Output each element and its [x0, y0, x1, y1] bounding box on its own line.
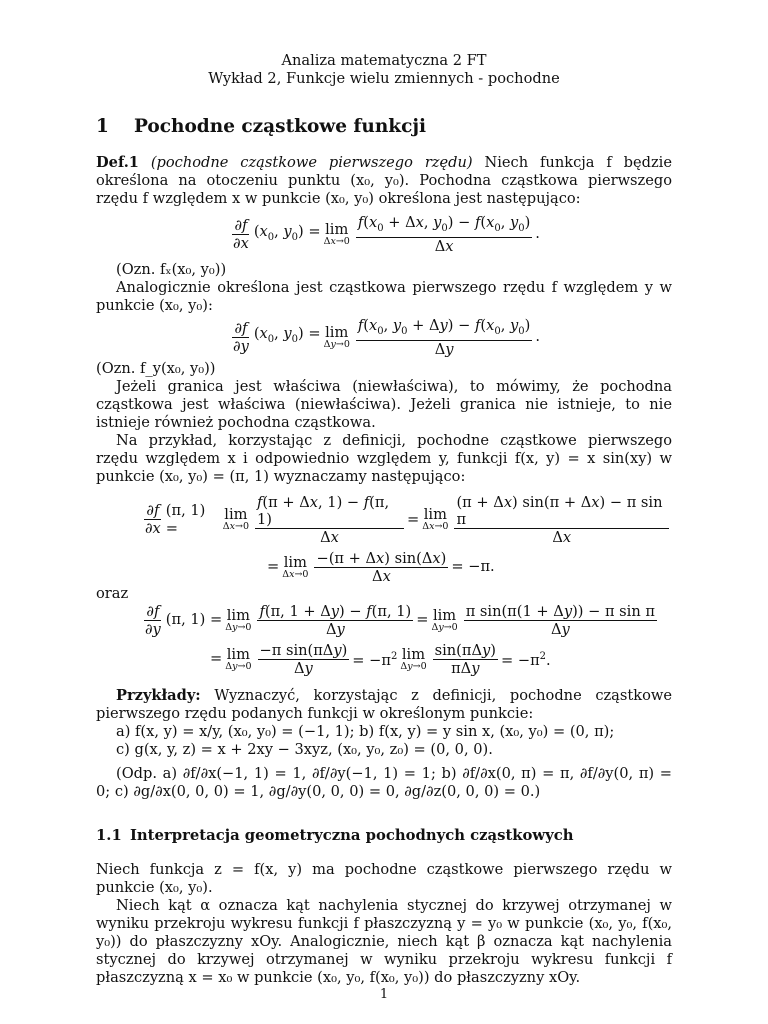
- examples-intro: Wyznaczyć, korzystając z definicji, pochodne cząstkowe pierwszego rzędu podanych funkcji w określonym punkcie:: [96, 686, 672, 722]
- subsection-number: 1.1: [96, 826, 122, 844]
- lecture-title: Wykład 2, Funkcje wielu zmiennych - pochodne: [208, 70, 560, 87]
- analog-text: Analogicznie określona jest cząstkowa pierwszego rzędu f względem y w punkcie (x₀, y₀):: [96, 278, 672, 314]
- notation-fx: (Ozn. fₓ(x₀, y₀)): [116, 260, 227, 278]
- examples-label: Przykłady:: [116, 686, 201, 704]
- definition-intro: [96, 154, 672, 208]
- example-line-c: c) g(x, y, z) = x + 2xy − 3xyz, (x₀, y₀, z₀) = (0, 0, 0).: [116, 740, 493, 758]
- course-title: Analiza matematyczna 2 FT: [281, 52, 487, 69]
- equation-df-dy: $\frac{\partial f}{\partial y}$ ($x_0$, $y_0$) = lim Δy→0 $\frac{f(x_0, y_0 + \Delta y) - f(x_0, y_0)}{\Delta y}$ .: [233, 316, 540, 358]
- page-number: 1: [379, 987, 389, 1002]
- example-df-dy-line1: $\frac{\partial f}{\partial y}$ (π, 1) = lim Δy→0 $\frac{f(\pi, 1 + \Delta y) - f(\pi, 1)}{\Delta y}$ = lim Δy→0 $\frac{\text{π sin(π(1 + Δy)) − π sin π}}{\Delta y}$: [145, 602, 655, 638]
- notation-fy: (Ozn. f_y(x₀, y₀)): [96, 359, 216, 377]
- section-title: Pochodne cząstkowe funkcji: [134, 116, 427, 137]
- limit-remark: Jeżeli granica jest właściwa (niewłaściwa), to mówimy, że pochodna cząstkowa jest właściwa (niewłaściwa). Jeżeli granica nie istnieje, to nie istnieje również pochodna cząstkowa.: [96, 377, 672, 431]
- examples-paragraph: [96, 687, 672, 723]
- section-1-heading: [96, 118, 672, 136]
- interpretation-p2: Niech kąt α oznacza kąt nachylenia stycznej do krzywej otrzymanej w wyniku przekroju wykresu funkcji f płaszczyzną y = y₀ w punkcie (x₀, y₀, f(x₀, y₀)) do płaszczyzny xOy. Analogicznie, niech kąt β oznacza kąt nachylenia stycznej do krzywej otrzymanej w wyniku przekroju wykresu funkcji f płaszczyzną x = x₀ w punkcie (x₀, y₀, f(x₀, y₀)) do płaszczyzny xOy.: [96, 896, 672, 986]
- example-line-a: a) f(x, y) = x/y, (x₀, y₀) = (−1, 1); b) f(x, y) = y sin x, (x₀, y₀) = (0, π);: [116, 722, 615, 740]
- example-intro: Na przykład, korzystając z definicji, pochodne cząstkowe pierwszego rzędu względem x i odpowiednio względem y, funkcji f(x, y) = x sin(xy) w punkcie (x₀, y₀) = (π, 1) wyznaczamy następująco:: [96, 431, 672, 485]
- equation-df-dx: $\frac{\partial f}{\partial x}$ ($x_0$, $y_0$) = lim Δx→0 $\frac{f(x_0 + \Delta x, y_0) - f(x_0, y_0)}{\Delta x}$ .: [233, 214, 540, 255]
- subsection-title: Interpretacja geometryczna pochodnych cząstkowych: [130, 826, 574, 844]
- example-df-dx-line1: $\frac{\partial f}{\partial x}$ (π, 1) = lim Δx→0 $\frac{f(\pi + \Delta x, 1) - f(\pi, 1)}{\Delta x}$ = lim Δx→0 $\frac{\text{(π + Δx) sin(π + Δx) − π sin π}}{\Delta x}$: [140, 494, 672, 546]
- section-1-1-heading: [96, 827, 672, 845]
- definition-text: Niech funkcja f będzie określona na otoczeniu punktu (x₀, y₀). Pochodna cząstkowa pierwszego rzędu f względem x w punkcie (x₀, y₀) określona jest następująco:: [96, 154, 672, 207]
- example-df-dx-line2: = lim Δx→0 $\frac{-(\pi + \Delta x) \sin(\Delta x)}{\Delta x}$ = −π.: [267, 549, 495, 585]
- interpretation-p1: Niech funkcja z = f(x, y) ma pochodne cząstkowe pierwszego rzędu w punkcie (x₀, y₀).: [96, 860, 672, 896]
- section-number: 1: [96, 116, 109, 137]
- oraz-word: oraz: [96, 584, 129, 602]
- example-df-dy-line2: = lim Δy→0 $\frac{\text{−π sin(πΔy)}}{\Delta y}$ = $-\pi^2$ lim Δy→0 $\frac{\text{sin(πΔy)}}{\text{πΔy}}$ = $-\pi^2$.: [210, 641, 551, 677]
- page: [96, 52, 672, 987]
- definition-label: Def.1: [96, 154, 139, 171]
- examples-answer: (Odp. a) ∂f/∂x(−1, 1) = 1, ∂f/∂y(−1, 1) = 1; b) ∂f/∂x(0, π) = π, ∂f/∂y(0, π) = 0; c) ∂g/∂x(0, 0, 0) = 1, ∂g/∂y(0, 0, 0) = 0, ∂g/∂z(0, 0, 0) = 0.): [96, 764, 672, 800]
- definition-name: (pochodne cząstkowe pierwszego rzędu): [150, 154, 473, 171]
